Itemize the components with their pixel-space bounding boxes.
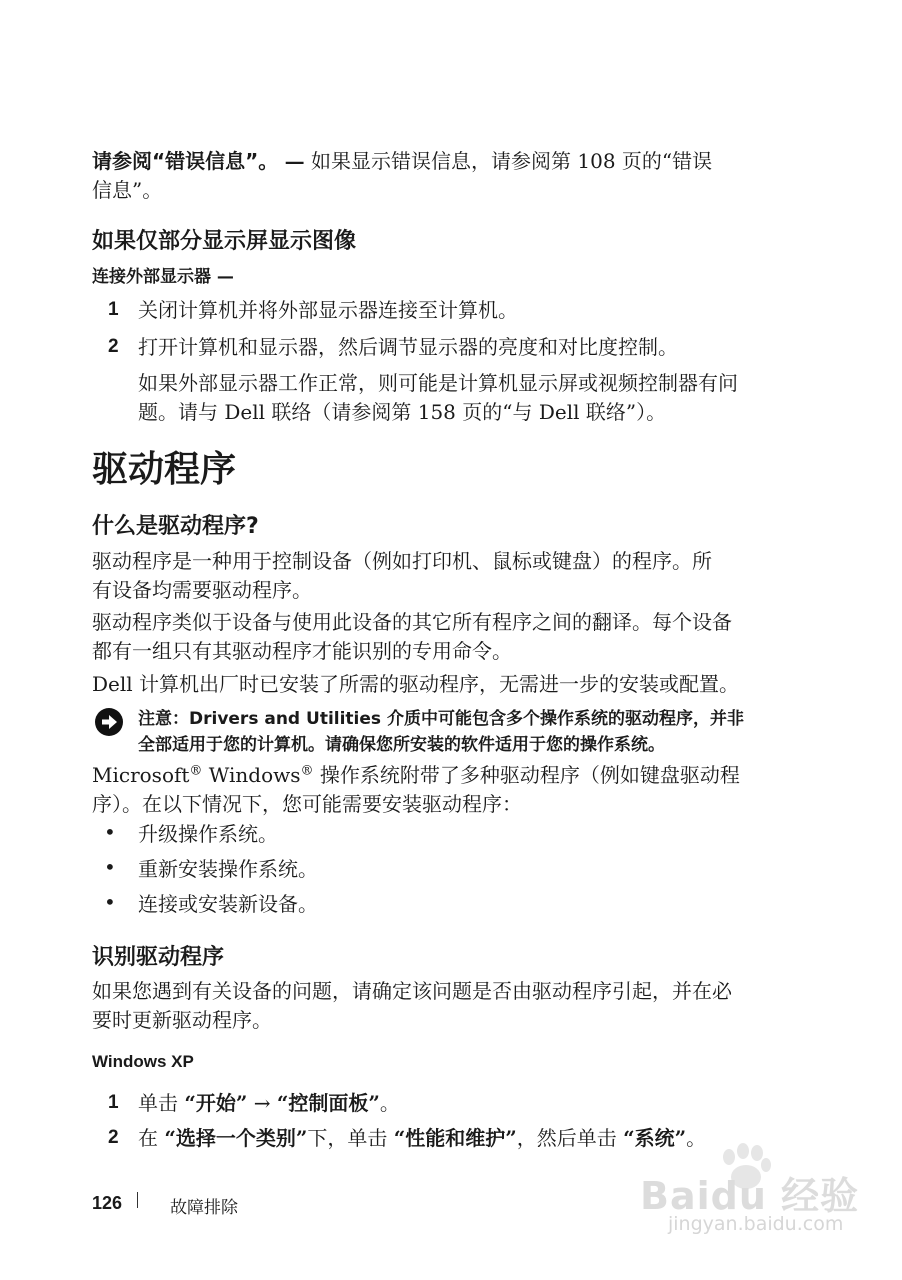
bullet-item: 升级操作系统。 [138,822,278,846]
intro-line-1 [92,147,712,176]
notice-label: 注意： [138,709,189,729]
control-panel-label: “控制面板” [276,1091,380,1115]
identify-p1-line-2: 要时更新驱动程序。 [92,1008,272,1032]
notice-text-1: Drivers and Utilities 介质中可能包含多个操作系统的驱动程序，并非 [189,709,744,729]
bullet-dot: • [104,890,116,914]
bullet-item: 重新安装操作系统。 [138,857,318,881]
step-number: 1 [108,1092,119,1113]
page-number: 126 [92,1193,123,1213]
step-number: 2 [108,1127,119,1148]
identify-p1-line-1: 如果您遇到有关设备的问题，请确定该问题是否由驱动程序引起，并在必 [92,979,732,1003]
os-heading: Windows XP [92,1052,194,1071]
what-p1-line-1: 驱动程序是一种用于控制设备（例如打印机、鼠标或键盘）的程序。所 [92,549,712,573]
identify-step-1 [138,1089,400,1118]
step-text: 关闭计算机并将外部显示器连接至计算机。 [138,298,518,322]
choose-category-label: “选择一个类别” [164,1126,308,1150]
notice-line-1 [138,706,744,733]
step-text: 打开计算机和显示器，然后调节显示器的亮度和对比度控制。 [138,335,678,359]
notice-icon [94,707,124,737]
section-title-what-is-driver: 什么是驱动程序? [92,514,259,539]
chapter-title: 驱动程序 [92,449,237,490]
system-label: “系统” [623,1126,687,1150]
step-number: 2 [108,336,119,357]
step-number: 1 [108,299,119,320]
registered-mark: ® [189,763,203,779]
after-step-line-2: 题。请与 Dell 联络（请参阅第 158 页的“与 Dell 联络”）。 [138,400,667,424]
subtitle-connect-monitor: 连接外部显示器 — [92,267,234,287]
registered-mark: ® [300,763,314,779]
after-step-line-1: 如果外部显示器工作正常，则可能是计算机显示屏或视频控制器有问 [138,371,738,395]
intro-dash: — [284,149,305,173]
windows-text: Windows [202,763,301,787]
start-menu-label: “开始” [184,1091,248,1115]
intro-lead: 请参阅“错误信息”。 [92,149,279,173]
step2-text-a: 在 [138,1126,158,1150]
watermark-brand: Baidu 经验 [640,1174,860,1218]
p4-rest-text: 操作系统附带了多种驱动程序（例如键盘驱动程 [313,763,740,787]
step2-text-e: ，然后单击 [516,1126,617,1150]
what-p4-line-2: 序）。在以下情况下，您可能需要安装驱动程序： [92,792,522,816]
footer-section-name: 故障排除 [170,1198,238,1218]
what-p4-line-1 [92,761,740,790]
what-p2-line-2: 都有一组只有其驱动程序才能识别的专用命令。 [92,639,512,663]
watermark-url: jingyan.baidu.com [668,1213,844,1235]
footer-divider [137,1192,138,1208]
identify-step-2 [138,1124,706,1153]
notice-line-2: 全部适用于您的计算机。请确保您所安装的软件适用于您的操作系统。 [138,735,665,755]
section-title-identify-driver: 识别驱动程序 [92,945,225,970]
step1-text-a: 单击 [138,1091,178,1115]
intro-line1-rest: 如果显示错误信息，请参阅第 108 页的“错误 [304,149,713,173]
section-title-partial-display: 如果仅部分显示屏显示图像 [92,229,357,254]
bullet-dot: • [104,820,116,844]
step2-text-g: 。 [686,1126,707,1150]
bullet-dot: • [104,855,116,879]
what-p3: Dell 计算机出厂时已安装了所需的驱动程序，无需进一步的安装或配置。 [92,672,740,696]
what-p2-line-1: 驱动程序类似于设备与使用此设备的其它所有程序之间的翻译。每个设备 [92,610,732,634]
intro-line-2: 信息”。 [92,178,163,202]
what-p1-line-2: 有设备均需要驱动程序。 [92,578,312,602]
step1-text-d: 。 [379,1091,400,1115]
microsoft-text: Microsoft [92,763,190,787]
bullet-item: 连接或安装新设备。 [138,892,318,916]
step2-text-c: 下，单击 [307,1126,388,1150]
performance-maintenance-label: “性能和维护” [393,1126,517,1150]
arrow-right-icon: → [253,1091,271,1115]
